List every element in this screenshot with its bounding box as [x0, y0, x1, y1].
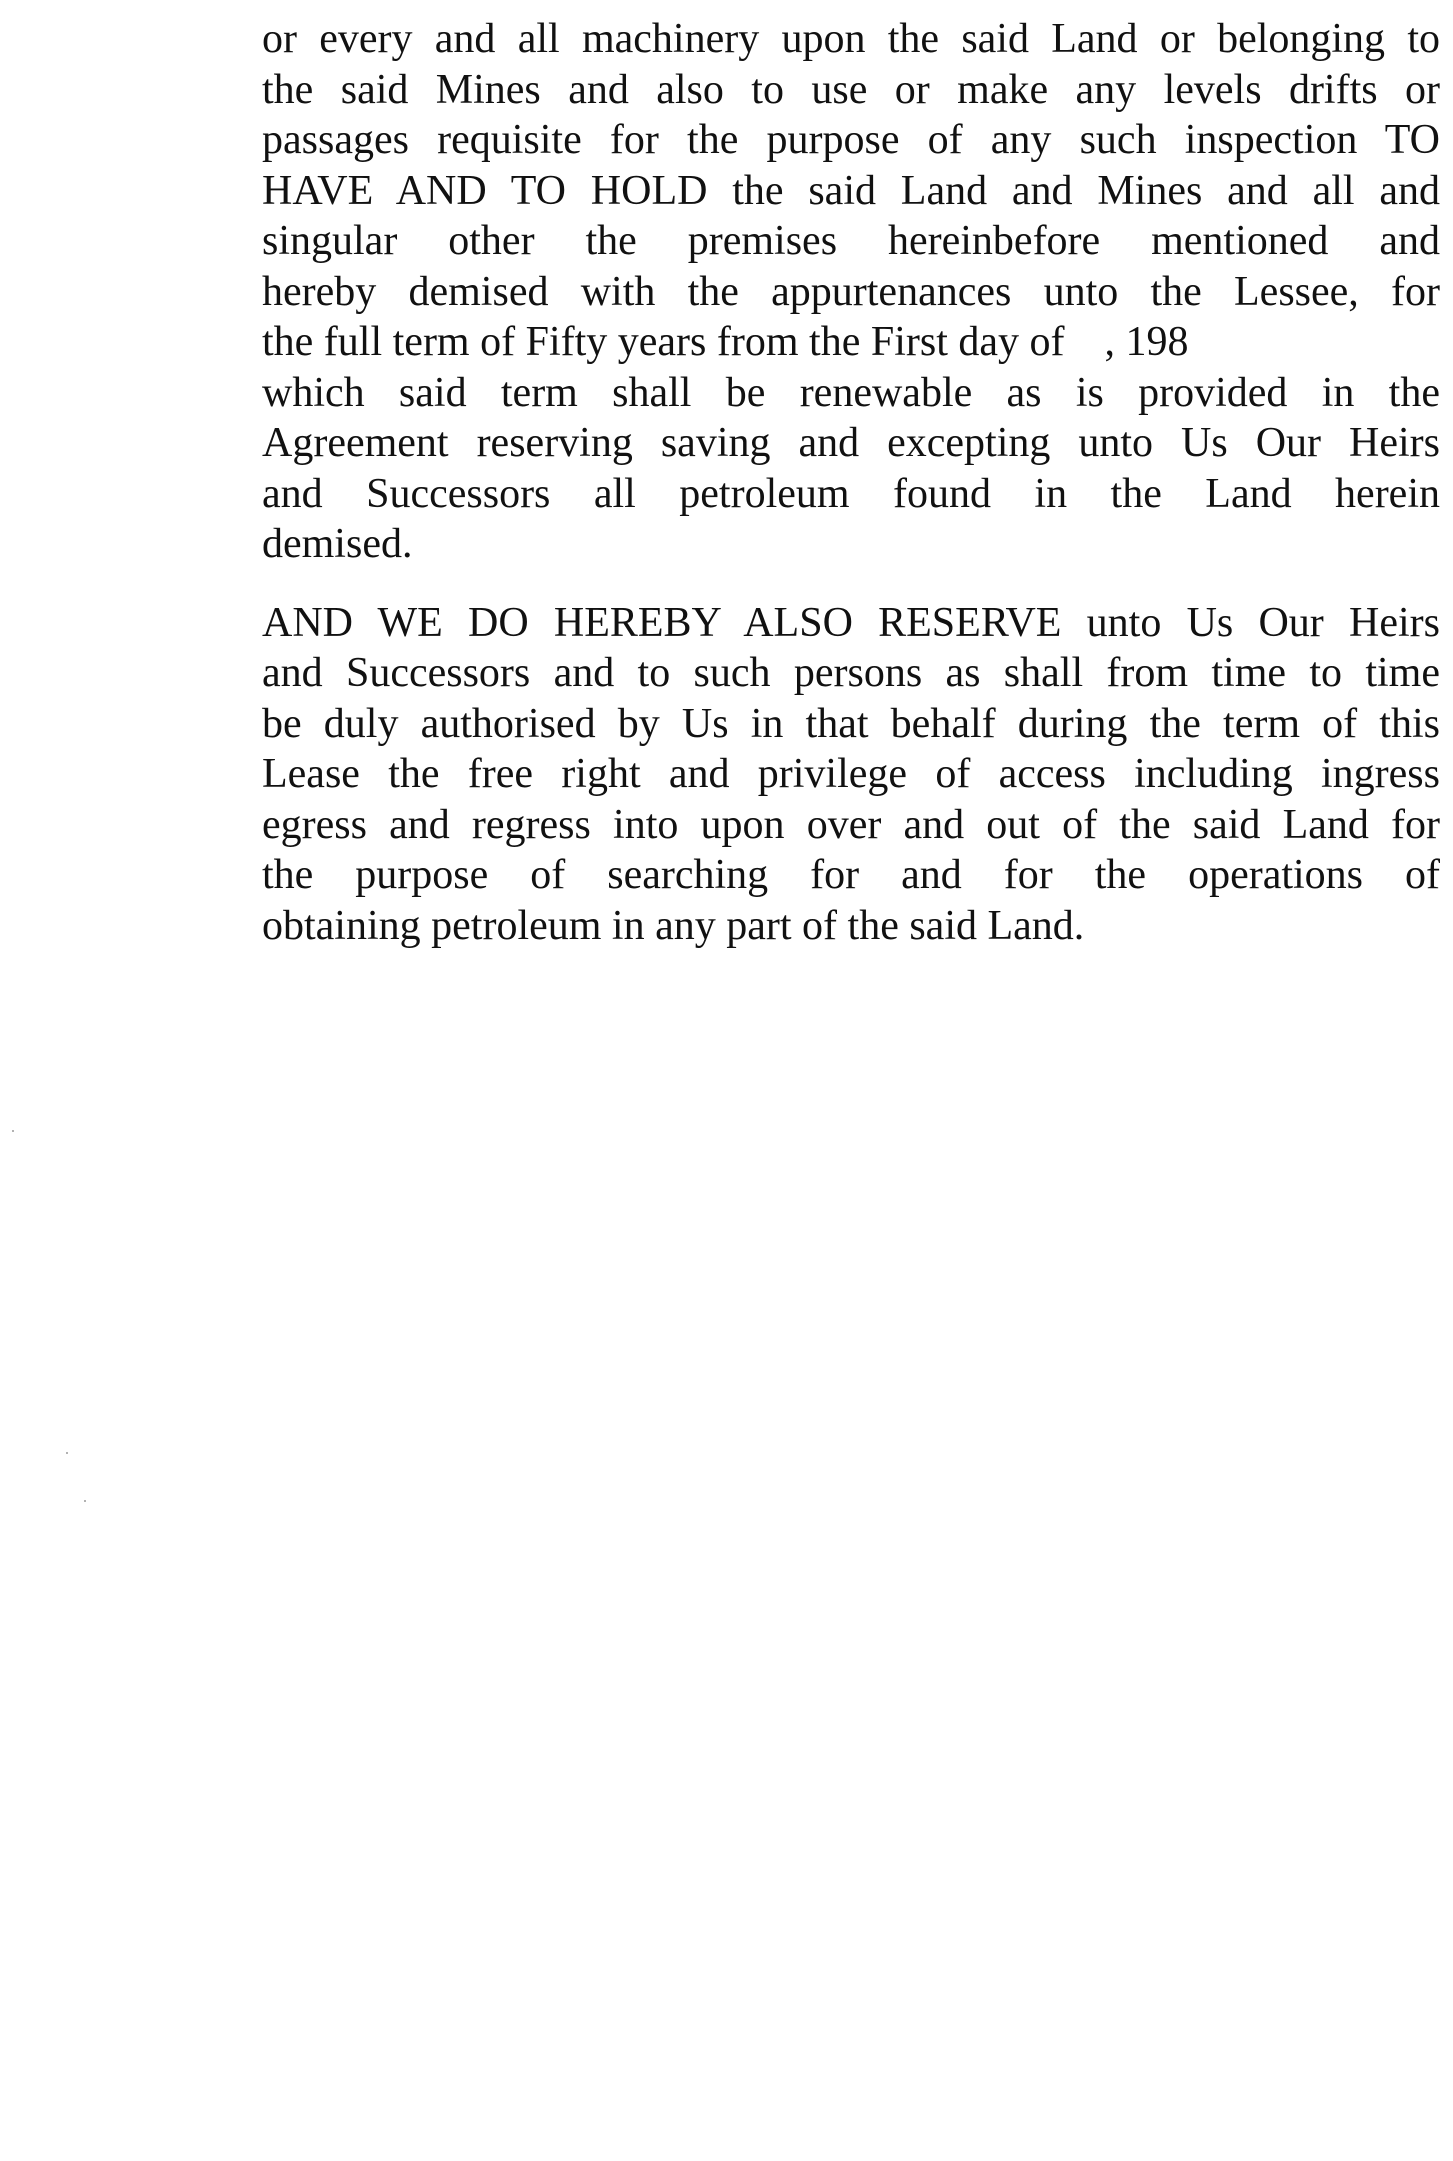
- scan-speck: [66, 1452, 68, 1454]
- text-line: and Successors all petroleum found in the Land herein: [262, 470, 1440, 517]
- text-line: hereby demised with the appurtenances unto the Lessee, for: [262, 268, 1440, 315]
- text-line: egress and regress into upon over and out of the said Land for: [262, 801, 1440, 848]
- year-text: , 198: [1104, 319, 1189, 365]
- text-line: which said term shall be renewable as is provided in the: [262, 369, 1440, 416]
- scan-speck: [84, 1500, 86, 1502]
- text-line: obtaining petroleum in any part of the said Land.: [262, 902, 1085, 949]
- text-line: singular other the premises hereinbefore mentioned and: [262, 218, 1440, 264]
- text-line: Lease the free right and privilege of access including ingress: [262, 751, 1440, 797]
- reservation-paragraph: [262, 598, 1440, 952]
- text-line: demised.: [262, 521, 413, 567]
- text-line-with-date-blank: [262, 317, 1440, 368]
- document-body: [262, 14, 1440, 951]
- text-line: HAVE AND TO HOLD the said Land and Mines and all and: [262, 167, 1440, 214]
- text-line: be duly authorised by Us in that behalf during the term of this: [262, 700, 1440, 747]
- text-line: the purpose of searching for and for the operations of: [262, 852, 1440, 898]
- text-line: and Successors and to such persons as shall from time to time: [262, 650, 1440, 696]
- text-line: Agreement reserving saving and excepting unto Us Our Heirs: [262, 420, 1440, 466]
- text-line: the said Mines and also to use or make any levels drifts or: [262, 66, 1440, 113]
- text-line: passages requisite for the purpose of any such inspection TO: [262, 117, 1440, 163]
- term-start-text: the full term of Fifty years from the First day of: [262, 319, 1065, 365]
- scan-speck: [12, 1130, 14, 1132]
- text-line: or every and all machinery upon the said Land or belonging to: [262, 16, 1440, 62]
- lease-term-paragraph: [262, 14, 1440, 570]
- text-line: AND WE DO HEREBY ALSO RESERVE unto Us Our Heirs: [262, 599, 1440, 646]
